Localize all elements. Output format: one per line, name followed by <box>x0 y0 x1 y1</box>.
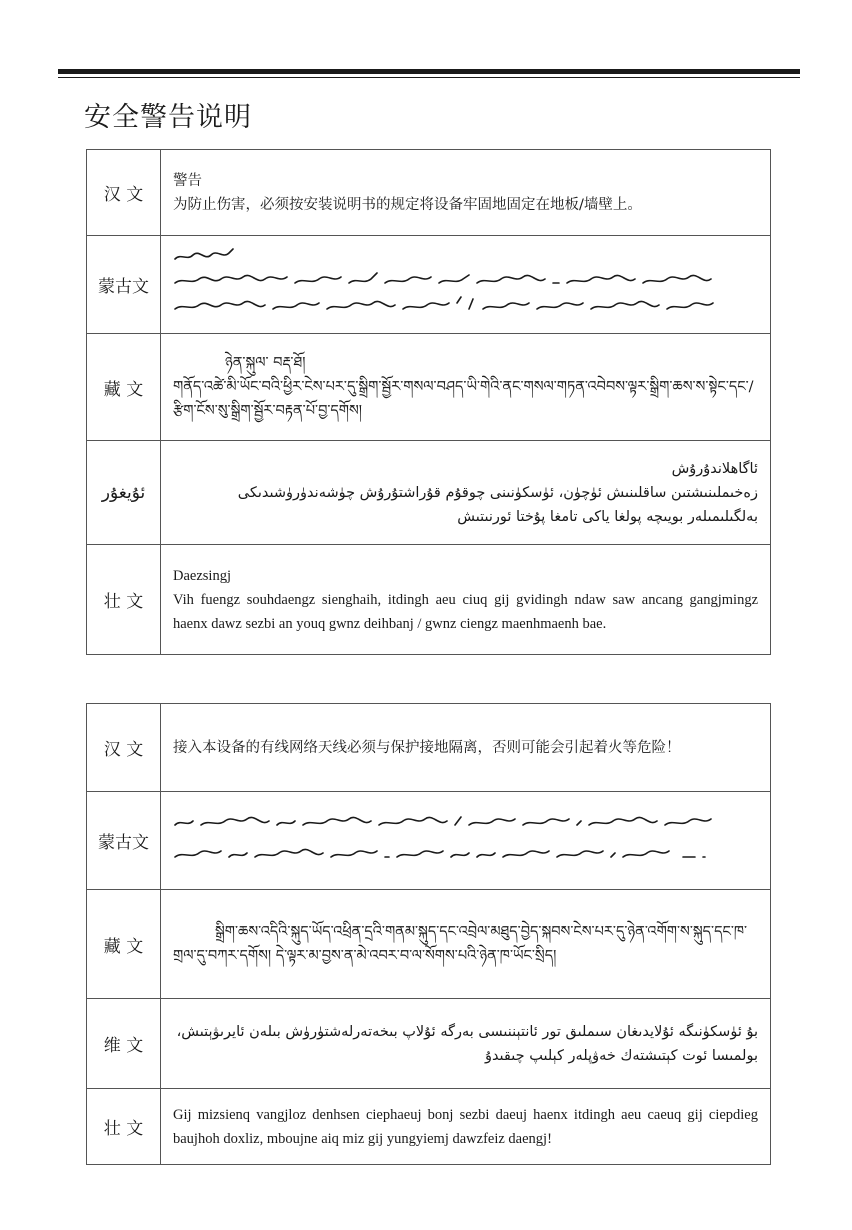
warning-table-1 <box>86 149 771 655</box>
row-zhuang <box>87 545 771 655</box>
lang-label-zhuang-2: 壮 文 <box>87 1089 161 1165</box>
row2-mongolian <box>87 792 771 890</box>
warning-heading-zhuang: Daezsingj <box>173 567 231 584</box>
content-tibetan <box>161 334 771 441</box>
row2-chinese <box>87 704 771 792</box>
row-uyghur <box>87 441 771 545</box>
content-mongolian <box>161 236 771 334</box>
row2-zhuang <box>87 1089 771 1165</box>
warning-text-zhuang: Vih fuengz souhdaengz sienghaih, itdingh aeu ciuq gij gvidingh ndaw saw ancang gangjmingz haenx dawz sezbi an youq gwnz deihbanj / gwnz ciengz maenhmaenh bae. <box>173 591 758 632</box>
content-tibetan-2 <box>161 890 771 999</box>
mongolian-script-image-2 <box>173 811 753 871</box>
warning-text-tibetan: གནོད་འཚེ་མི་ཡོང་བའི་ཕྱིར་ངེས་པར་དུ་སྒྲིག་སྦྱོར་གསལ་བཤད་ཡི་གེའི་ནང་གསལ་གཏན་འབེབས་ལྟར་སྒྲིག་ཆས་ས་སྟེང་དང་/ རྩིག་ངོས་སུ་སྒྲིག་སྦྱོར་བརྟན་པོ་བྱ་དགོས། <box>173 379 754 419</box>
lang-label-mongolian-2: 蒙古文 <box>87 792 161 890</box>
lang-label-uyghur-2: 维 文 <box>87 999 161 1089</box>
content-chinese-2 <box>161 704 771 792</box>
content-uyghur <box>161 441 771 545</box>
content-zhuang-2 <box>161 1089 771 1165</box>
row2-tibetan <box>87 890 771 999</box>
lang-label-chinese-2: 汉 文 <box>87 704 161 792</box>
lang-label-mongolian: 蒙古文 <box>87 236 161 334</box>
content-chinese <box>161 150 771 236</box>
warning-text-uyghur-2: بۇ ئۈسكۈنىگە ئۇلايدىغان سىملىق تور ئانتېننىسى بەرگە ئۇلاپ بىخەتەرلەشتۈرۈش بىلەن ئايرىۋېتىش، بولمىسا ئوت كېتىشتەك خەۋپلەر كېلىپ چىقىدۇ <box>176 1023 758 1064</box>
lang-label-tibetan: 藏 文 <box>87 334 161 441</box>
content-zhuang <box>161 545 771 655</box>
content-mongolian-2 <box>161 792 771 890</box>
lang-label-chinese: 汉 文 <box>87 150 161 236</box>
warning-heading-chinese: 警告 <box>173 172 202 189</box>
warning-text-zhuang-2: Gij mizsienq vangjloz denhsen ciephaeuj bonj sezbi daeuj haenx itdingh aeu caeuq gij ciepdieg baujhoh doxliz, mboujne aiq miz gij yungyiemj dawzfeiz daengj! <box>173 1106 758 1147</box>
warning-text-chinese-2: 接入本设备的有线网络天线必须与保护接地隔离，否则可能会引起着火等危险！ <box>173 739 681 756</box>
warning-text-chinese: 为防止伤害，必须按安装说明书的规定将设备牢固地固定在地板/墙壁上。 <box>173 196 642 213</box>
warning-heading-uyghur: ئاگاھلاندۇرۇش <box>671 460 758 477</box>
row-mongolian <box>87 236 771 334</box>
header-rule-thin <box>58 77 800 78</box>
mongolian-script-image <box>173 247 733 323</box>
warning-text-uyghur: زەخىملىنىشتىن ساقلىنىش ئۈچۈن، ئۈسكۈنىنى چوقۇم قۇراشتۇرۇش چۈشەندۈرۈشىدىكى بەلگىلىمىلەر بويىچە پولغا ياكى تامغا پۇختا ئورنىتىش <box>237 484 758 525</box>
row-tibetan <box>87 334 771 441</box>
row-chinese <box>87 150 771 236</box>
lang-label-zhuang: 壮 文 <box>87 545 161 655</box>
warning-table-2 <box>86 703 771 1165</box>
lang-label-tibetan-2: 藏 文 <box>87 890 161 999</box>
content-uyghur-2 <box>161 999 771 1089</box>
row2-uyghur <box>87 999 771 1089</box>
warning-heading-tibetan: ཉེན་སྐུལ་ བརྡ་ཐོ། <box>225 355 306 371</box>
lang-label-uyghur: ئۇيغۇر <box>87 441 161 545</box>
page-title: 安全警告说明 <box>84 102 252 133</box>
warning-text-tibetan-2: སྒྲིག་ཆས་འདིའི་སྐུད་ཡོད་འཕྲིན་དྲའི་གནམ་སྐུད་དང་འབྲེལ་མཐུད་བྱེད་སྐབས་ངེས་པར་དུ་ཉེན་འགོག་ས་སྐུད་དང་ཁ་གྲལ་དུ་བཀར་དགོས། དེ་ལྟར་མ་བྱས་ན་མེ་འབར་བ་ལ་སོགས་པའི་ཉེན་ཁ་ཡོང་སྲིད། <box>173 924 748 964</box>
header-rule-thick <box>58 69 800 74</box>
